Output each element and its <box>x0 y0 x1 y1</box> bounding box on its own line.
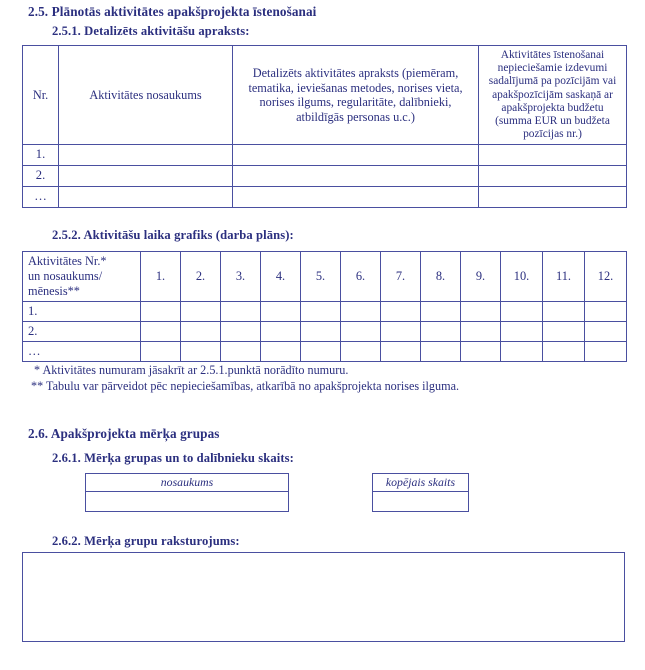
cell-month-2[interactable] <box>181 302 221 322</box>
cell-month-11[interactable] <box>543 322 585 342</box>
cell-month-7[interactable] <box>381 322 421 342</box>
column-header-month-6: 6. <box>341 252 381 302</box>
column-header-month-1: 1. <box>141 252 181 302</box>
cell-month-12[interactable] <box>585 302 627 322</box>
cell-nr: … <box>23 187 59 208</box>
cell-month-2[interactable] <box>181 322 221 342</box>
cell-month-11[interactable] <box>543 302 585 322</box>
section-heading-2-6-2: 2.6.2. Mērķa grupu raksturojums: <box>52 534 240 548</box>
cell-month-4[interactable] <box>261 322 301 342</box>
table-row <box>23 302 627 322</box>
cell-activity-name[interactable] <box>59 187 233 208</box>
cell-month-2[interactable] <box>181 342 221 362</box>
activities-description-table-body <box>23 145 627 208</box>
cell-activity-expenses[interactable] <box>479 166 627 187</box>
column-header-total-count: kopējais skaits <box>373 474 469 492</box>
cell-month-1[interactable] <box>141 342 181 362</box>
section-heading-2-6-1: 2.6.1. Mērķa grupas un to dalībnieku skaits: <box>52 451 294 465</box>
table-header-row <box>373 474 469 492</box>
cell-month-8[interactable] <box>421 342 461 362</box>
cell-month-5[interactable] <box>301 322 341 342</box>
cell-month-10[interactable] <box>501 302 543 322</box>
column-header-month-10: 10. <box>501 252 543 302</box>
cell-month-7[interactable] <box>381 342 421 362</box>
cell-activity-name[interactable] <box>59 166 233 187</box>
table-header-row <box>86 474 289 492</box>
column-header-month-12: 12. <box>585 252 627 302</box>
table-row <box>373 492 469 512</box>
table-row <box>23 187 627 208</box>
section-heading-2-5-2: 2.5.2. Aktivitāšu laika grafiks (darba plāns): <box>52 228 294 242</box>
cell-month-3[interactable] <box>221 302 261 322</box>
column-header-activity-description: Detalizēts aktivitātes apraksts (piemēram, tematika, ieviešanas metodes, norises vieta, norises ilgums, regularitāte, dalībnieki, atbildīgās personas u.c.) <box>233 46 479 145</box>
cell-month-7[interactable] <box>381 302 421 322</box>
section-heading-2-5-1: 2.5.1. Detalizēts aktivitāšu apraksts: <box>52 24 250 38</box>
cell-group-name[interactable] <box>86 492 289 512</box>
cell-activity-expenses[interactable] <box>479 145 627 166</box>
cell-activity-label: 2. <box>23 322 141 342</box>
cell-month-6[interactable] <box>341 302 381 322</box>
cell-activity-description[interactable] <box>233 166 479 187</box>
column-header-month-11: 11. <box>543 252 585 302</box>
cell-month-4[interactable] <box>261 302 301 322</box>
cell-month-9[interactable] <box>461 302 501 322</box>
footnote-single-asterisk: * Aktivitātes numuram jāsakrīt ar 2.5.1.punktā norādīto numuru. <box>34 363 349 377</box>
cell-month-4[interactable] <box>261 342 301 362</box>
cell-month-5[interactable] <box>301 342 341 362</box>
cell-month-12[interactable] <box>585 322 627 342</box>
column-header-activity-expenses: Aktivitātes īstenošanai nepieciešamie izdevumi sadalījumā pa pozīcijām vai apakšpozīcijām saskaņā ar apakšprojekta budžetu (summa EUR un budžeta pozīcijas nr.) <box>479 46 627 145</box>
cell-nr: 1. <box>23 145 59 166</box>
section-heading-2-6: 2.6. Apakšprojekta mērķa grupas <box>28 426 220 441</box>
column-header-month-7: 7. <box>381 252 421 302</box>
table-row <box>23 342 627 362</box>
column-header-group-name: nosaukums <box>86 474 289 492</box>
cell-activity-description[interactable] <box>233 187 479 208</box>
column-header-month-5: 5. <box>301 252 341 302</box>
cell-total-count[interactable] <box>373 492 469 512</box>
row-header-line-2: un nosaukums/ <box>28 269 103 283</box>
table-row <box>86 492 289 512</box>
column-header-month-8: 8. <box>421 252 461 302</box>
column-header-activity-month <box>23 252 141 302</box>
activities-timeline-table <box>22 251 627 362</box>
cell-month-11[interactable] <box>543 342 585 362</box>
footnote-double-asterisk: ** Tabulu var pārveidot pēc nepieciešamības, atkarībā no apakšprojekta norises ilguma. <box>31 379 460 393</box>
cell-month-8[interactable] <box>421 322 461 342</box>
activities-description-table <box>22 45 627 208</box>
cell-month-9[interactable] <box>461 342 501 362</box>
section-heading-2-5: 2.5. Plānotās aktivitātes apakšprojekta īstenošanai <box>28 4 317 19</box>
table-header-row <box>23 252 627 302</box>
cell-month-12[interactable] <box>585 342 627 362</box>
target-group-name-table <box>85 473 289 512</box>
cell-month-5[interactable] <box>301 302 341 322</box>
activities-timeline-table-head <box>23 252 627 302</box>
cell-activity-name[interactable] <box>59 145 233 166</box>
column-header-nr: Nr. <box>23 46 59 145</box>
cell-month-8[interactable] <box>421 302 461 322</box>
cell-month-3[interactable] <box>221 342 261 362</box>
cell-nr: 2. <box>23 166 59 187</box>
cell-month-1[interactable] <box>141 302 181 322</box>
activities-timeline-table-body <box>23 302 627 362</box>
cell-activity-label: 1. <box>23 302 141 322</box>
cell-month-1[interactable] <box>141 322 181 342</box>
column-header-activity-name: Aktivitātes nosaukums <box>59 46 233 145</box>
column-header-month-4: 4. <box>261 252 301 302</box>
target-group-count-table <box>372 473 469 512</box>
cell-month-9[interactable] <box>461 322 501 342</box>
cell-month-6[interactable] <box>341 342 381 362</box>
cell-month-6[interactable] <box>341 322 381 342</box>
cell-activity-label: … <box>23 342 141 362</box>
target-group-characterization-box[interactable] <box>22 552 625 642</box>
column-header-month-3: 3. <box>221 252 261 302</box>
cell-month-10[interactable] <box>501 342 543 362</box>
column-header-month-9: 9. <box>461 252 501 302</box>
table-row <box>23 166 627 187</box>
table-row <box>23 322 627 342</box>
row-header-line-3: mēnesis** <box>28 284 80 298</box>
table-row <box>23 145 627 166</box>
column-header-month-2: 2. <box>181 252 221 302</box>
row-header-line-1: Aktivitātes Nr.* <box>28 254 107 268</box>
activities-description-table-head <box>23 46 627 145</box>
cell-activity-expenses[interactable] <box>479 187 627 208</box>
cell-month-10[interactable] <box>501 322 543 342</box>
table-header-row <box>23 46 627 145</box>
cell-month-3[interactable] <box>221 322 261 342</box>
cell-activity-description[interactable] <box>233 145 479 166</box>
